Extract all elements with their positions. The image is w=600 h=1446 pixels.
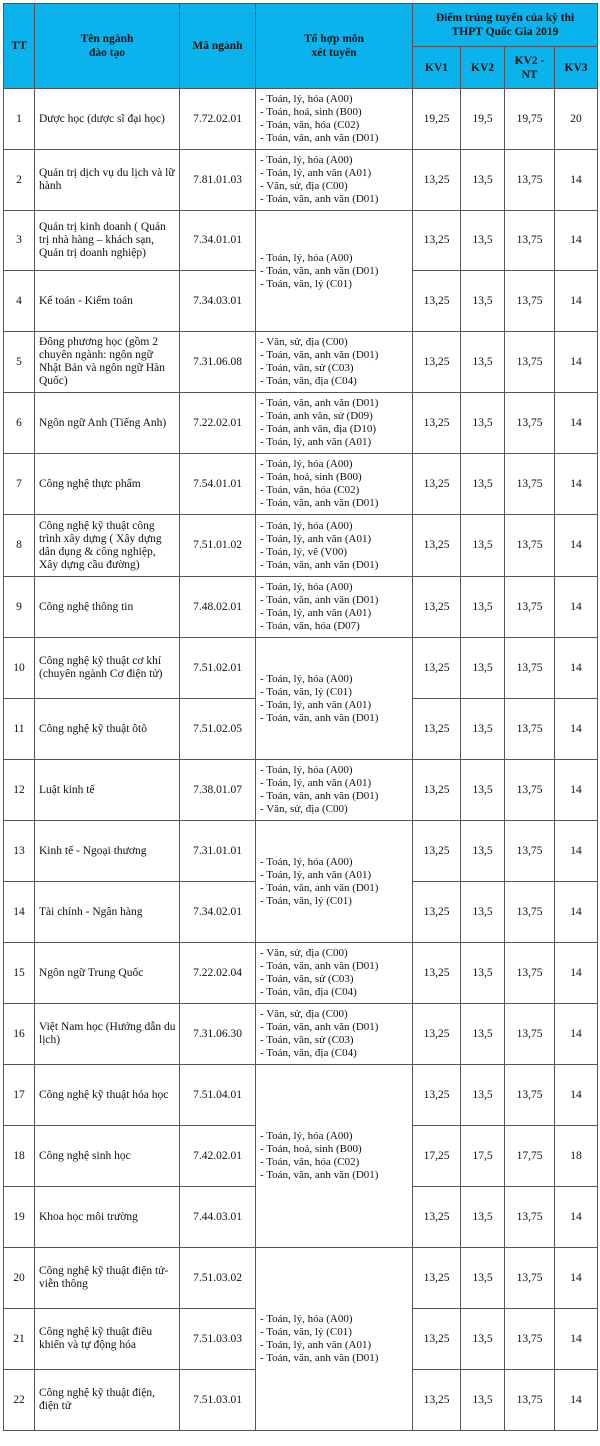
subject-combination: - Toán, văn, anh văn (D01) xyxy=(260,497,379,509)
row-number: 5 xyxy=(4,332,35,393)
subject-combination: - Toán, lý, anh văn (A01) xyxy=(260,532,372,545)
score-kv2: 13,5 xyxy=(461,454,505,515)
score-kv2: 19,5 xyxy=(461,89,505,150)
score-kv1: 13,25 xyxy=(413,1187,461,1248)
score-kv2-nt: 13,75 xyxy=(505,1065,555,1126)
score-kv2: 13,5 xyxy=(461,638,505,699)
row-number: 15 xyxy=(4,943,35,1004)
header-kv1: KV1 xyxy=(413,47,461,89)
major-name: Việt Nam học (Hướng dẫn du lịch) xyxy=(35,1004,180,1065)
major-name: Luật kinh tế xyxy=(35,760,180,821)
score-kv1: 17,25 xyxy=(413,1126,461,1187)
score-kv3: 14 xyxy=(555,760,598,821)
row-number: 19 xyxy=(4,1187,35,1248)
subject-combinations xyxy=(256,211,413,332)
score-kv2-nt: 13,75 xyxy=(505,150,555,211)
score-kv2-nt: 13,75 xyxy=(505,332,555,393)
score-kv2-nt: 13,75 xyxy=(505,821,555,882)
major-name: Tài chính - Ngân hàng xyxy=(35,882,180,943)
major-code: 7.81.01.03 xyxy=(180,150,256,211)
major-name: Công nghệ thực phẩm xyxy=(35,454,180,515)
subject-combination: - Toán, văn, anh văn (D01) xyxy=(260,397,379,409)
subject-combination: - Toán, văn, lý (C01) xyxy=(260,277,352,290)
major-name: Ngôn ngữ Anh (Tiếng Anh) xyxy=(35,393,180,454)
major-name: Dược học (dược sĩ đại học) xyxy=(35,89,180,150)
score-kv1: 13,25 xyxy=(413,1065,461,1126)
row-number: 1 xyxy=(4,89,35,150)
score-kv2: 13,5 xyxy=(461,882,505,943)
score-kv2: 13,5 xyxy=(461,577,505,638)
score-kv2-nt: 13,75 xyxy=(505,1248,555,1309)
subject-combination: - Toán, văn, anh văn (D01) xyxy=(260,193,379,205)
subject-combinations xyxy=(256,577,413,638)
table-row xyxy=(4,332,598,393)
row-number: 12 xyxy=(4,760,35,821)
subject-combinations xyxy=(256,1065,413,1248)
major-code: 7.51.03.02 xyxy=(180,1248,256,1309)
score-kv1: 13,25 xyxy=(413,1004,461,1065)
major-code: 7.51.01.02 xyxy=(180,515,256,577)
subject-combination: - Toán, văn, địa (C04) xyxy=(260,986,357,998)
score-kv2: 13,5 xyxy=(461,821,505,882)
major-code: 7.31.01.01 xyxy=(180,821,256,882)
header-kv3: KV3 xyxy=(555,47,598,89)
score-kv1: 13,25 xyxy=(413,1248,461,1309)
score-kv2-nt: 13,75 xyxy=(505,1187,555,1248)
row-number: 18 xyxy=(4,1126,35,1187)
subject-combination: - Toán, văn, anh văn (D01) xyxy=(260,132,379,144)
subject-combination: - Toán, anh văn, sử (D09) xyxy=(260,410,373,422)
score-kv3: 18 xyxy=(555,1126,598,1187)
header-major-name xyxy=(35,4,180,89)
table-header xyxy=(4,4,598,89)
major-name: Công nghệ kỹ thuật điện tử- viễn thông xyxy=(35,1248,180,1309)
header-subject-combo-line1: Tổ hợp môn xyxy=(303,33,365,45)
score-kv2-nt: 13,75 xyxy=(505,1004,555,1065)
header-kv2-nt-line1: KV2 - xyxy=(514,54,545,67)
row-number: 8 xyxy=(4,515,35,577)
score-kv2-nt: 13,75 xyxy=(505,211,555,271)
subject-combination: - Toán, văn, anh văn (D01) xyxy=(260,349,379,361)
score-kv2: 13,5 xyxy=(461,332,505,393)
subject-combination: - Toán, lý, anh văn (A01) xyxy=(260,167,372,179)
score-kv3: 14 xyxy=(555,638,598,699)
subject-combination: - Toán, lý, hóa (A00) xyxy=(260,154,353,166)
score-kv1: 13,25 xyxy=(413,211,461,271)
score-kv2: 13,5 xyxy=(461,393,505,454)
subject-combinations xyxy=(256,515,413,577)
table-row xyxy=(4,1065,598,1126)
row-number: 6 xyxy=(4,393,35,454)
score-kv3: 14 xyxy=(555,211,598,271)
table-row xyxy=(4,1248,598,1309)
score-kv2-nt: 19,75 xyxy=(505,89,555,150)
header-kv2-nt xyxy=(505,47,555,89)
score-kv1: 13,25 xyxy=(413,638,461,699)
score-kv3: 14 xyxy=(555,150,598,211)
major-name: Công nghệ kỹ thuật hóa học xyxy=(35,1065,180,1126)
row-number: 14 xyxy=(4,882,35,943)
major-name: Công nghệ kỹ thuật điều khiển và tự động hóa xyxy=(35,1309,180,1370)
subject-combinations xyxy=(256,393,413,454)
score-kv2-nt: 13,75 xyxy=(505,699,555,760)
table-row xyxy=(4,943,598,1004)
score-kv2: 13,5 xyxy=(461,1248,505,1309)
row-number: 7 xyxy=(4,454,35,515)
subject-combination: - Toán, văn, sử (C03) xyxy=(260,362,354,374)
score-kv3: 14 xyxy=(555,882,598,943)
subject-combination: - Toán, lý, anh văn (A01) xyxy=(260,868,372,881)
score-kv2: 13,5 xyxy=(461,943,505,1004)
subject-combination: - Văn, sử, địa (C00) xyxy=(260,1008,348,1020)
subject-combination: - Toán, văn, anh văn (D01) xyxy=(260,1352,379,1364)
score-kv2: 17,5 xyxy=(461,1126,505,1187)
major-code: 7.51.02.05 xyxy=(180,699,256,760)
score-kv2: 13,5 xyxy=(461,1187,505,1248)
row-number: 4 xyxy=(4,271,35,332)
table-row xyxy=(4,760,598,821)
header-score-group xyxy=(413,4,598,47)
score-kv2: 13,5 xyxy=(461,150,505,211)
table-row xyxy=(4,150,598,211)
table-row xyxy=(4,454,598,515)
major-code: 7.48.02.01 xyxy=(180,577,256,638)
score-kv2-nt: 13,75 xyxy=(505,1370,555,1431)
header-subject-combo xyxy=(256,4,413,89)
major-code: 7.38.01.07 xyxy=(180,760,256,821)
header-major-name-line1: Tên ngành xyxy=(80,33,134,45)
table-row xyxy=(4,211,598,271)
subject-combination: - Toán, lý, hóa (A00) xyxy=(260,251,353,264)
score-kv3: 14 xyxy=(555,1065,598,1126)
row-number: 3 xyxy=(4,211,35,271)
header-score-line2: THPT Quốc Gia 2019 xyxy=(451,26,559,38)
major-name: Khoa học môi trường xyxy=(35,1187,180,1248)
subject-combination: - Toán, lý, hóa (A00) xyxy=(260,458,353,470)
subject-combination: - Toán, văn, anh văn (D01) xyxy=(260,1169,379,1181)
score-kv2-nt: 17,75 xyxy=(505,1126,555,1187)
score-kv1: 13,25 xyxy=(413,332,461,393)
score-kv2: 13,5 xyxy=(461,1370,505,1431)
row-number: 22 xyxy=(4,1370,35,1431)
major-name: Công nghệ kỹ thuật công trình xây dựng ( Xây dựng dân dụng & công nghiệp, Xây dựng cầu đường) xyxy=(35,515,180,577)
score-kv2-nt: 13,75 xyxy=(505,1309,555,1370)
subject-combination: - Văn, sử, địa (C00) xyxy=(260,947,348,959)
subject-combination: - Toán, lý, hóa (A00) xyxy=(260,672,353,685)
subject-combination: - Toán, văn, sử (C03) xyxy=(260,973,354,985)
score-kv2: 13,5 xyxy=(461,271,505,332)
row-number: 10 xyxy=(4,638,35,699)
row-number: 11 xyxy=(4,699,35,760)
major-name: Kế toán - Kiểm toán xyxy=(35,271,180,332)
subject-combination: - Toán, lý, hóa (A00) xyxy=(260,764,353,776)
header-subject-combo-line2: xét tuyển xyxy=(311,47,357,59)
score-kv1: 13,25 xyxy=(413,882,461,943)
table-row xyxy=(4,89,598,150)
table-row xyxy=(4,638,598,699)
score-kv3: 14 xyxy=(555,271,598,332)
table-body xyxy=(4,89,598,1431)
score-kv1: 13,25 xyxy=(413,577,461,638)
score-kv3: 14 xyxy=(555,1248,598,1309)
row-number: 21 xyxy=(4,1309,35,1370)
major-code: 7.34.02.01 xyxy=(180,882,256,943)
subject-combination: - Toán, văn, lý (C01) xyxy=(260,1326,352,1338)
score-kv3: 14 xyxy=(555,943,598,1004)
score-kv2: 13,5 xyxy=(461,515,505,577)
score-kv3: 14 xyxy=(555,1004,598,1065)
major-code: 7.51.02.01 xyxy=(180,638,256,699)
table-row xyxy=(4,821,598,882)
row-number: 20 xyxy=(4,1248,35,1309)
subject-combination: - Toán, văn, anh văn (D01) xyxy=(260,594,379,606)
subject-combination: - Toán, hoá, sinh (B00) xyxy=(260,1143,362,1155)
score-kv2-nt: 13,75 xyxy=(505,577,555,638)
score-kv2: 13,5 xyxy=(461,211,505,271)
header-kv2-nt-line2: NT xyxy=(521,68,538,81)
major-code: 7.34.03.01 xyxy=(180,271,256,332)
score-kv2: 13,5 xyxy=(461,1004,505,1065)
row-number: 2 xyxy=(4,150,35,211)
subject-combination: - Toán, lý, anh văn (A01) xyxy=(260,607,372,619)
score-kv3: 14 xyxy=(555,1370,598,1431)
header-major-name-line2: đào tạo xyxy=(88,47,126,59)
subject-combination: - Toán, lý, hóa (A00) xyxy=(260,1313,353,1325)
major-code: 7.22.02.04 xyxy=(180,943,256,1004)
major-name: Công nghệ kỹ thuật cơ khí (chuyên ngành Cơ điện tử) xyxy=(35,638,180,699)
subject-combination: - Toán, anh văn, địa (D10) xyxy=(260,423,377,435)
subject-combinations xyxy=(256,1248,413,1431)
score-kv3: 14 xyxy=(555,699,598,760)
row-number: 9 xyxy=(4,577,35,638)
major-code: 7.34.01.01 xyxy=(180,211,256,271)
header-score-line1: Điểm trúng tuyển của kỳ thi xyxy=(435,12,575,24)
subject-combinations xyxy=(256,1004,413,1065)
major-code: 7.51.03.03 xyxy=(180,1309,256,1370)
score-kv1: 13,25 xyxy=(413,1309,461,1370)
subject-combination: - Toán, văn, anh văn (D01) xyxy=(260,881,379,894)
subject-combination: - Toán, lý, hóa (A00) xyxy=(260,93,353,105)
score-kv3: 14 xyxy=(555,393,598,454)
major-code: 7.42.02.01 xyxy=(180,1126,256,1187)
major-name: Đông phương học (gồm 2 chuyên ngành: ngôn ngữ Nhật Bản và ngôn ngữ Hàn Quốc) xyxy=(35,332,180,393)
score-kv1: 13,25 xyxy=(413,393,461,454)
score-kv1: 19,25 xyxy=(413,89,461,150)
header-tt: TT xyxy=(4,4,35,89)
subject-combinations xyxy=(256,943,413,1004)
subject-combinations xyxy=(256,454,413,515)
subject-combination: - Toán, lý, hóa (A00) xyxy=(260,581,353,593)
major-name: Quản trị dịch vụ du lịch và lữ hành xyxy=(35,150,180,211)
major-name: Công nghệ kỹ thuật điện, điện tử xyxy=(35,1370,180,1431)
score-kv2-nt: 13,75 xyxy=(505,882,555,943)
score-kv3: 20 xyxy=(555,89,598,150)
subject-combination: - Toán, lý, hóa (A00) xyxy=(260,855,353,868)
score-kv1: 13,25 xyxy=(413,271,461,332)
subject-combination: - Toán, hoá, sinh (B00) xyxy=(260,471,362,483)
row-number: 13 xyxy=(4,821,35,882)
score-kv2: 13,5 xyxy=(461,699,505,760)
subject-combination: - Toán, văn, hóa (C02) xyxy=(260,119,360,131)
score-kv3: 14 xyxy=(555,577,598,638)
score-kv1: 13,25 xyxy=(413,699,461,760)
score-kv2: 13,5 xyxy=(461,1065,505,1126)
row-number: 16 xyxy=(4,1004,35,1065)
score-kv1: 13,25 xyxy=(413,1370,461,1431)
score-kv3: 14 xyxy=(555,821,598,882)
major-name: Kinh tế - Ngoại thương xyxy=(35,821,180,882)
subject-combinations xyxy=(256,760,413,821)
subject-combination: - Toán, văn, hóa (C02) xyxy=(260,484,360,496)
major-name: Ngôn ngữ Trung Quốc xyxy=(35,943,180,1004)
score-kv1: 13,25 xyxy=(413,150,461,211)
subject-combination: - Toán, lý, anh văn (A01) xyxy=(260,698,372,711)
subject-combination: - Toán, văn, anh văn (D01) xyxy=(260,960,379,972)
subject-combination: - Văn, sử, địa (C00) xyxy=(260,803,348,815)
subject-combination: - Toán, văn, lý (C01) xyxy=(260,685,352,698)
subject-combination: - Toán, văn, anh văn (D01) xyxy=(260,264,379,277)
table-row xyxy=(4,577,598,638)
subject-combinations xyxy=(256,821,413,943)
score-kv3: 14 xyxy=(555,332,598,393)
score-kv3: 14 xyxy=(555,454,598,515)
major-name: Công nghệ kỹ thuật ôtô xyxy=(35,699,180,760)
score-kv2-nt: 13,75 xyxy=(505,943,555,1004)
subject-combination: - Toán, lý, anh văn (A01) xyxy=(260,777,372,789)
major-code: 7.51.03.01 xyxy=(180,1370,256,1431)
subject-combination: - Toán, văn, anh văn (D01) xyxy=(260,711,379,724)
subject-combinations xyxy=(256,89,413,150)
score-kv2-nt: 13,75 xyxy=(505,515,555,577)
score-kv3: 14 xyxy=(555,1187,598,1248)
major-name: Công nghệ thông tin xyxy=(35,577,180,638)
subject-combination: - Toán, văn, hóa (C02) xyxy=(260,1156,360,1168)
score-kv2-nt: 13,75 xyxy=(505,454,555,515)
score-kv1: 13,25 xyxy=(413,821,461,882)
subject-combination: - Toán, văn, anh văn (D01) xyxy=(260,558,379,571)
subject-combination: - Toán, văn, địa (C04) xyxy=(260,1047,357,1059)
header-kv2: KV2 xyxy=(461,47,505,89)
subject-combination: - Toán, văn, địa (C04) xyxy=(260,375,357,387)
subject-combination: - Toán, lý, vẽ (V00) xyxy=(260,545,348,558)
score-kv2-nt: 13,75 xyxy=(505,393,555,454)
subject-combinations xyxy=(256,638,413,760)
score-kv2: 13,5 xyxy=(461,760,505,821)
major-code: 7.31.06.08 xyxy=(180,332,256,393)
score-kv1: 13,25 xyxy=(413,760,461,821)
major-code: 7.22.02.01 xyxy=(180,393,256,454)
score-kv1: 13,25 xyxy=(413,515,461,577)
subject-combination: - Toán, văn, hóa (D07) xyxy=(260,620,360,632)
subject-combination: - Toán, văn, anh văn (D01) xyxy=(260,790,379,802)
score-kv1: 13,25 xyxy=(413,943,461,1004)
subject-combination: - Toán, hoá, sinh (B00) xyxy=(260,106,362,118)
subject-combination: - Toán, lý, anh văn (A01) xyxy=(260,436,372,448)
major-code: 7.31.06.30 xyxy=(180,1004,256,1065)
table-row xyxy=(4,515,598,577)
major-code: 7.72.02.01 xyxy=(180,89,256,150)
score-kv2-nt: 13,75 xyxy=(505,760,555,821)
subject-combination: - Văn, sử, địa (C00) xyxy=(260,180,348,192)
score-kv3: 14 xyxy=(555,515,598,577)
major-code: 7.54.01.01 xyxy=(180,454,256,515)
score-kv2-nt: 13,75 xyxy=(505,638,555,699)
subject-combination: - Toán, văn, sử (C03) xyxy=(260,1034,354,1046)
score-kv3: 14 xyxy=(555,1309,598,1370)
subject-combination: - Văn, sử, địa (C00) xyxy=(260,336,348,348)
subject-combinations xyxy=(256,150,413,211)
subject-combination: - Toán, văn, anh văn (D01) xyxy=(260,1021,379,1033)
row-number: 17 xyxy=(4,1065,35,1126)
score-kv1: 13,25 xyxy=(413,454,461,515)
major-name: Quản trị kinh doanh ( Quản trị nhà hàng – khách sạn, Quản trị doanh nghiệp) xyxy=(35,211,180,271)
subject-combination: - Toán, văn, lý (C01) xyxy=(260,894,352,907)
score-kv2-nt: 13,75 xyxy=(505,271,555,332)
header-major-code: Mã ngành xyxy=(180,4,256,89)
major-name: Công nghệ sinh học xyxy=(35,1126,180,1187)
table-row xyxy=(4,1004,598,1065)
subject-combination: - Toán, lý, hóa (A00) xyxy=(260,519,353,532)
table-row xyxy=(4,393,598,454)
subject-combination: - Toán, lý, anh văn (A01) xyxy=(260,1339,372,1351)
subject-combinations xyxy=(256,332,413,393)
major-code: 7.51.04.01 xyxy=(180,1065,256,1126)
subject-combination: - Toán, lý, hóa (A00) xyxy=(260,1130,353,1142)
admission-score-table xyxy=(3,3,598,1431)
score-kv2: 13,5 xyxy=(461,1309,505,1370)
major-code: 7.44.03.01 xyxy=(180,1187,256,1248)
